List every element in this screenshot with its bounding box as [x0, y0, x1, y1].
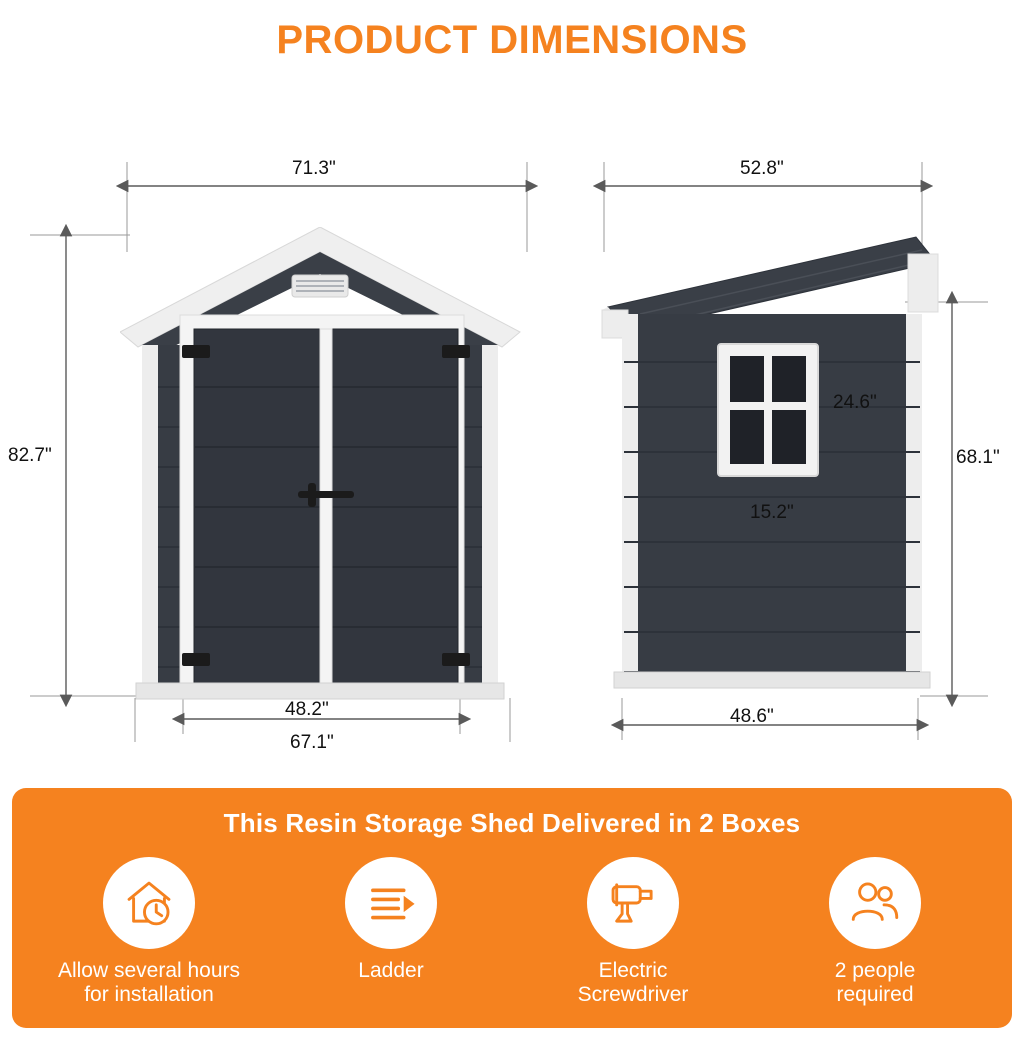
promo-item-people-required	[775, 857, 975, 1007]
promo-caption	[291, 959, 491, 983]
side-base-width-label: 48.6"	[730, 706, 774, 727]
page-title: PRODUCT DIMENSIONS	[276, 18, 748, 62]
front-door-width-label: 48.2"	[285, 699, 329, 720]
front-base-width-label: 67.1"	[290, 732, 334, 753]
ladder-icon	[345, 857, 437, 949]
promo-caption-line1: Ladder	[358, 959, 424, 982]
drill-icon	[587, 857, 679, 949]
side-view-illustration	[600, 232, 945, 702]
promo-caption-line2: for installation	[84, 983, 214, 1007]
promo-caption-line1: 2 people	[834, 959, 916, 982]
promo-caption	[775, 959, 975, 1007]
side-height-label: 68.1"	[956, 447, 1000, 468]
promo-caption-line1: Electric	[598, 959, 668, 982]
window-height-label: 24.6"	[833, 392, 877, 413]
front-height-label: 82.7"	[8, 445, 52, 466]
promo-title: This Resin Storage Shed Delivered in 2 Boxes	[223, 808, 801, 838]
front-top-width-label: 71.3"	[292, 158, 336, 179]
people-icon	[829, 857, 921, 949]
promo-caption-line2: required	[836, 983, 914, 1007]
promo-caption	[533, 959, 733, 1007]
promo-item-list	[12, 857, 1012, 1007]
window-width-label: 15.2"	[750, 502, 794, 523]
dimensions-diagram	[0, 62, 1024, 753]
delivery-info-panel	[12, 788, 1012, 1028]
promo-caption-line1: Allow several hours	[57, 959, 241, 982]
house-clock-icon	[103, 857, 195, 949]
promo-item-electric-screwdriver	[533, 857, 733, 1007]
side-top-width-label: 52.8"	[740, 158, 784, 179]
promo-item-ladder	[291, 857, 491, 983]
front-view-illustration	[120, 227, 540, 702]
promo-caption-line2: Screwdriver	[577, 983, 689, 1007]
promo-item-installation-time	[49, 857, 249, 1007]
promo-caption	[49, 959, 249, 1007]
